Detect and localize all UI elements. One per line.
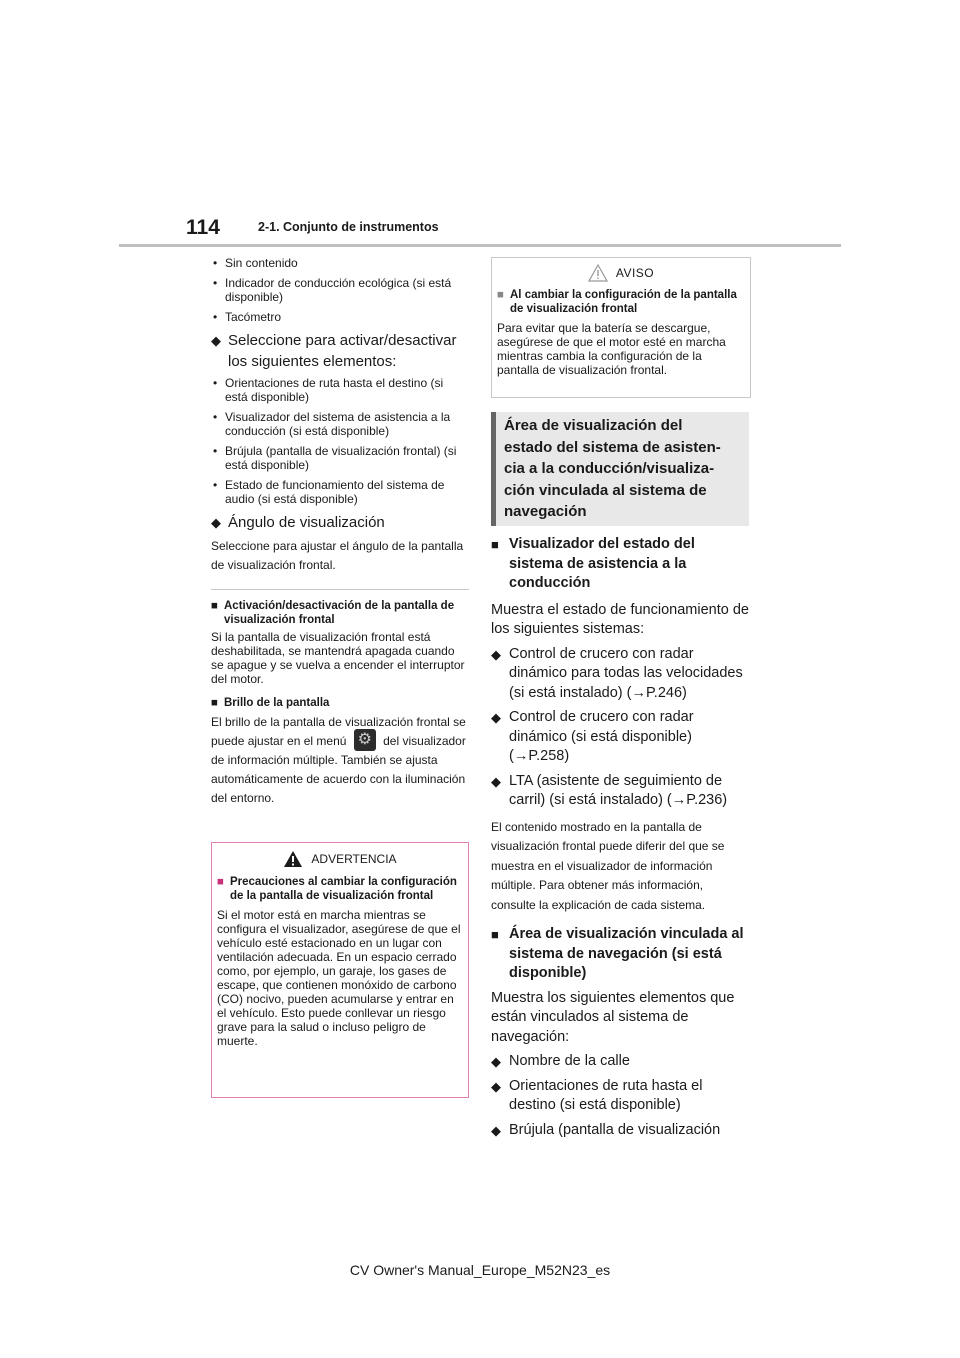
paragraph: Si la pantalla de visualización frontal está deshabilitada, se mantendrá apagada cuando se apague y se vuelva a encender el interruptor del motor. bbox=[211, 630, 465, 686]
diamond-bullet-icon: ◆ bbox=[491, 773, 501, 789]
list-item: • Orientaciones de ruta hasta el destino (si está disponible) bbox=[211, 376, 469, 404]
list-item: ◆ Orientaciones de ruta hasta el destino (si está disponible) bbox=[491, 1077, 703, 1113]
square-bullet-icon: ■ bbox=[497, 289, 504, 301]
subheading: ■ Al cambiar la configuración de la pantalla de visualización frontal bbox=[497, 289, 737, 315]
header-rule bbox=[119, 244, 841, 247]
heading-line: Área de visualización del bbox=[504, 417, 683, 434]
heading-line: cia a la conducción/visualiza- bbox=[504, 460, 715, 477]
list-item: • Estado de funcionamiento del sistema de audio (si está disponible) bbox=[211, 478, 469, 506]
divider bbox=[211, 589, 469, 590]
page-number: 114 bbox=[186, 216, 220, 239]
warning-triangle-icon bbox=[283, 850, 303, 868]
heading-line: ción vinculada al sistema de bbox=[504, 481, 707, 499]
option-heading: ◆ Ángulo de visualización bbox=[211, 514, 385, 531]
square-bullet-icon: ■ bbox=[491, 537, 499, 552]
diamond-bullet-icon: ◆ bbox=[491, 646, 501, 662]
list-item: • Indicador de conducción ecológica (si está disponible) bbox=[211, 276, 469, 304]
paragraph: El brillo de la pantalla de visualización frontal se puede ajustar en el menú ⚙ del visualizador de información múltiple. También se ajusta automáticamente de acuerdo con la iluminación del entorno. bbox=[211, 715, 466, 805]
list-item: • Visualizador del sistema de asistencia a la conducción (si está disponible) bbox=[211, 410, 469, 438]
notice-box bbox=[491, 257, 751, 398]
list-item: ◆ Control de crucero con radar dinámico para todas las velocidades (si está instalado) (→P.246) bbox=[491, 645, 743, 701]
diamond-bullet-icon: ◆ bbox=[491, 710, 501, 725]
section-heading-box bbox=[491, 412, 749, 526]
diamond-bullet-icon: ◆ bbox=[491, 1054, 501, 1069]
list-item: ◆ Control de crucero con radar dinámico (si está disponible) (→P.258) bbox=[491, 709, 694, 764]
paragraph: Seleccione para ajustar el ángulo de la pantalla de visualización frontal. bbox=[211, 539, 464, 572]
diamond-bullet-icon: ◆ bbox=[491, 1122, 501, 1138]
section-title: 2-1. Conjunto de instrumentos bbox=[258, 220, 439, 234]
subheading: ■ Activación/desactivación de la pantalla de visualización frontal bbox=[211, 600, 455, 626]
list-item: • Brújula (pantalla de visualización frontal) (si está disponible) bbox=[211, 444, 469, 472]
subheading: ■ Brillo de la pantalla bbox=[211, 697, 330, 709]
list-item: ◆ Brújula (pantalla de visualización bbox=[491, 1121, 751, 1141]
list-item: • Sin contenido bbox=[211, 256, 469, 270]
option-heading: ◆ Seleccione para activar/desactivar los siguientes elementos: bbox=[211, 332, 457, 370]
square-bullet-icon: ■ bbox=[491, 927, 499, 942]
diamond-bullet-icon: ◆ bbox=[211, 515, 221, 530]
subheading: ■ Área de visualización vinculada al sistema de navegación (si está disponible) bbox=[491, 926, 744, 981]
list-item: • Tacómetro bbox=[211, 310, 469, 324]
paragraph: Muestra el estado de funcionamiento de los siguientes sistemas: bbox=[491, 601, 749, 637]
heading-line: estado del sistema de asisten- bbox=[504, 438, 721, 456]
square-bullet-icon: ■ bbox=[211, 697, 218, 709]
subheading: ■ Precauciones al cambiar la configuración de la pantalla de visualización frontal bbox=[217, 876, 457, 902]
warning-box bbox=[211, 842, 469, 1098]
diamond-bullet-icon: ◆ bbox=[211, 333, 221, 348]
gear-icon: ⚙ bbox=[354, 729, 376, 751]
left-column bbox=[211, 256, 469, 808]
paragraph: Si el motor está en marcha mientras se configura el visualizador, asegúrese de que el vehículo esté estacionado en un lugar con ventilación adecuada. En un espacio cerrado como, por ejemplo, un garaje, los gases de escape, que contienen monóxido de carbono (CO) nocivo, pueden acumularse y entrar en el vehículo. Esto puede conllevar un riesgo grave para la salud o incluso peligro de muerte. bbox=[217, 908, 461, 1048]
heading-line: navegación bbox=[504, 503, 587, 520]
caution-triangle-icon bbox=[588, 264, 608, 282]
subheading: ■ Visualizador del estado del sistema de asistencia a la conducción bbox=[491, 536, 695, 591]
diamond-bullet-icon: ◆ bbox=[491, 1078, 501, 1094]
notice-header: AVISO bbox=[492, 258, 750, 288]
right-column bbox=[491, 535, 751, 1140]
square-bullet-icon: ■ bbox=[211, 600, 218, 612]
paragraph: El contenido mostrado en la pantalla de visualización frontal puede diferir del que se muestra en el visualizador de información múltiple. Para obtener más información, consulte la explicación de cada sistema. bbox=[491, 819, 725, 912]
list-item: ◆ Nombre de la calle bbox=[491, 1052, 751, 1072]
warning-header: ADVERTENCIA bbox=[212, 843, 468, 875]
list-item: ◆ LTA (asistente de seguimiento de carril) (si está instalado) (→P.236) bbox=[491, 772, 728, 808]
footer-text: CV Owner's Manual_Europe_M52N23_es bbox=[349, 1262, 611, 1278]
square-bullet-icon: ■ bbox=[217, 876, 224, 888]
paragraph: Para evitar que la batería se descargue, asegúrese de que el motor esté en marcha mientras cambia la configuración de la pantalla de visualización frontal. bbox=[497, 321, 726, 377]
paragraph: Muestra los siguientes elementos que están vinculados al sistema de navegación: bbox=[491, 989, 735, 1045]
